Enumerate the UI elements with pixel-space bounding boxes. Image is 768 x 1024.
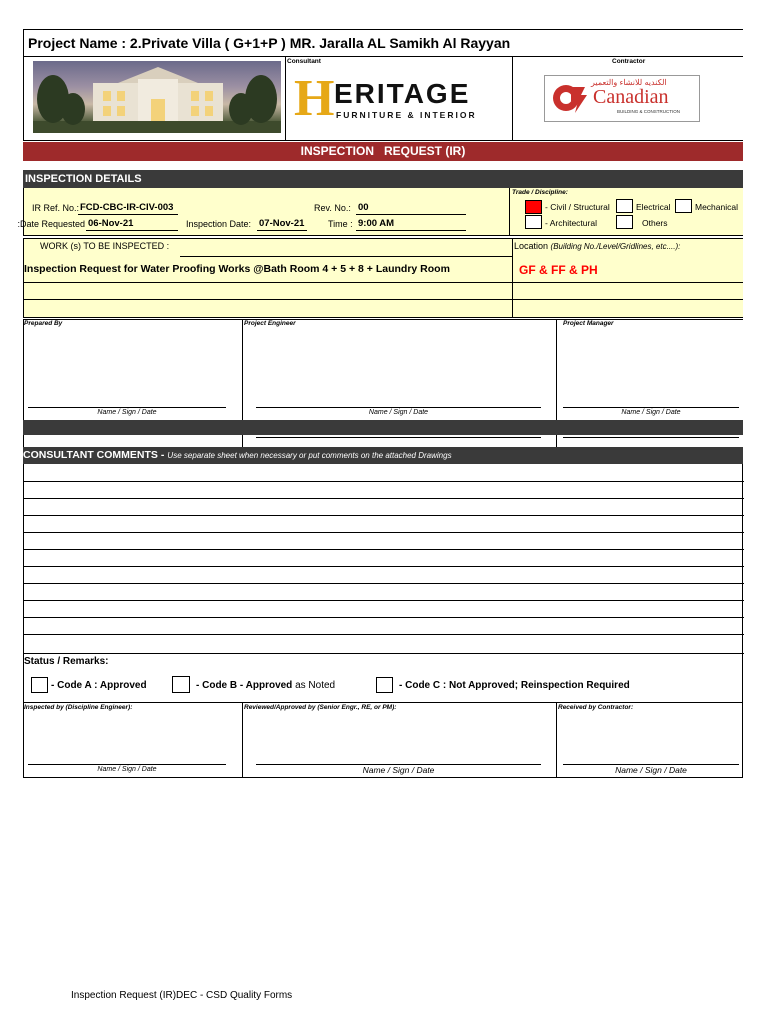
received-by-label: Received by Contractor: (558, 704, 634, 711)
trade-label: Trade / Discipline: (512, 189, 568, 196)
rev-value[interactable]: 00 (358, 202, 369, 213)
heritage-logo (294, 70, 504, 127)
date-requested-label: Date Requested: (17, 219, 85, 229)
heritage-logo-text: ERITAGE (334, 78, 471, 109)
consultant-comments-heading: CONSULTANT COMMENTS - (23, 449, 165, 461)
comments-lines[interactable] (23, 464, 743, 654)
status-label: Status / Remarks: (24, 656, 109, 667)
civil-structural-checkbox[interactable] (525, 200, 542, 214)
code-c-checkbox[interactable] (376, 677, 393, 693)
others-checkbox[interactable] (616, 215, 633, 229)
work-value[interactable]: Inspection Request for Water Proofing Works @Bath Room 4 + 5 + 8 + Laundry Room (24, 263, 450, 275)
electrical-checkbox[interactable] (616, 199, 633, 213)
ir-title: INSPECTION REQUEST (IR) (300, 144, 466, 158)
canadian-logo (544, 75, 700, 122)
others-label: Others (642, 218, 668, 228)
inspected-sign-caption: Name / Sign / Date (97, 766, 157, 773)
inspection-date-label: Inspection Date: (186, 219, 252, 229)
ir-ref-value[interactable]: FCD-CBC-IR-CIV-003 (80, 202, 174, 213)
inspection-details-bar (23, 170, 743, 188)
villa-photo (33, 61, 281, 133)
location-label-text: Location (514, 241, 549, 251)
civil-structural-label: - Civil / Structural (545, 202, 610, 212)
location-hint: (Building No./Level/Gridlines, etc....): (550, 242, 681, 251)
mechanical-label: Mechanical (695, 202, 738, 212)
electrical-label: Electrical (636, 202, 671, 212)
reviewed-by-label: Reviewed/Approved by (Senior Engr., RE, or PM): (244, 704, 397, 711)
work-label: WORK (s) TO BE INSPECTED : (40, 241, 170, 251)
code-a-checkbox[interactable] (31, 677, 48, 693)
consultant-comments-bar (23, 447, 743, 464)
project-engineer-label: Project Engineer (244, 320, 296, 327)
villa-illustration (33, 61, 281, 133)
inspection-details-heading: INSPECTION DETAILS (25, 173, 142, 185)
prepared-sign-caption: Name / Sign / Date (97, 409, 157, 416)
ir-title-bar (23, 142, 743, 161)
code-b-text (196, 680, 335, 691)
canadian-sub: BUILDING & CONSTRUCTION (617, 109, 681, 114)
signature-block-prepared (23, 319, 743, 420)
reviewed-sign-caption: Name / Sign / Date (362, 765, 435, 775)
architectural-checkbox[interactable] (525, 215, 542, 229)
project-title-row (23, 29, 743, 57)
canadian-logo-mark-icon (549, 81, 589, 115)
canadian-arabic: الكنديه للانشاء والتعمير (591, 78, 667, 87)
footer-text: Inspection Request (IR)DEC - CSD Quality Forms (71, 990, 293, 1001)
date-requested-value[interactable]: 06-Nov-21 (88, 218, 134, 229)
engineer-sign-caption: Name / Sign / Date (368, 409, 429, 416)
code-b-checkbox[interactable] (172, 676, 190, 693)
code-b-suffix: as Noted (295, 680, 336, 691)
prepared-by-label: Prepared By (24, 320, 63, 327)
inspection-date-value[interactable]: 07-Nov-21 (259, 218, 305, 229)
architectural-label: - Architectural (545, 218, 597, 228)
code-a-label: - Code A : Approved (51, 680, 147, 691)
consultant-label: Consultant (287, 58, 321, 65)
separator-bar (23, 420, 743, 435)
heritage-logo-h: H (294, 70, 335, 127)
received-sign-caption: Name / Sign / Date (615, 765, 687, 775)
project-manager-label: Project Manager (563, 320, 614, 327)
code-b-label: - Code B - Approved (196, 680, 293, 691)
canadian-name: Canadian (593, 86, 669, 108)
manager-sign-caption: Name / Sign / Date (621, 409, 681, 416)
time-value[interactable]: 9:00 AM (358, 218, 395, 229)
location-label (514, 241, 680, 251)
heritage-logo-sub: FURNITURE & INTERIOR (336, 110, 477, 120)
inspected-by-label: Inspected by (Discipline Engineer): (24, 704, 133, 711)
consultant-comments-hint: Use separate sheet when necessary or put comments on the attached Drawings (167, 451, 452, 460)
contractor-label: Contractor (612, 58, 646, 65)
logo-row (23, 57, 743, 141)
project-name: Project Name : 2.Private Villa ( G+1+P ) MR. Jaralla AL Samikh Al Rayyan (28, 35, 511, 51)
code-c-label: - Code C : Not Approved; Reinspection Required (399, 680, 630, 691)
time-label: Time : (328, 219, 353, 229)
location-value[interactable]: GF & FF & PH (519, 263, 598, 277)
rev-label: Rev. No.: (314, 203, 351, 213)
mechanical-checkbox[interactable] (675, 199, 692, 213)
ir-ref-label: IR Ref. No.: (32, 203, 80, 213)
